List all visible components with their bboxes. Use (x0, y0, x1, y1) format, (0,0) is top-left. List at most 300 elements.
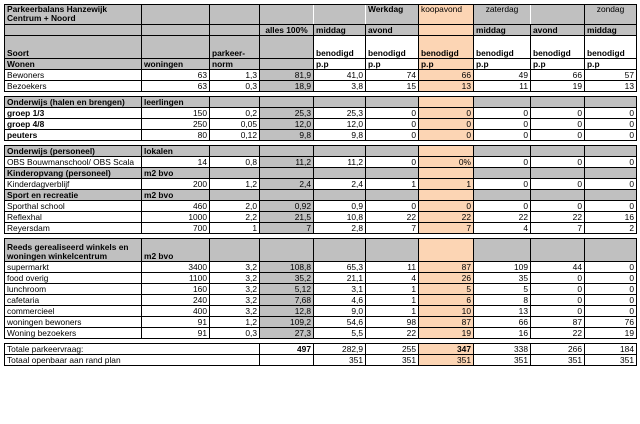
cell[interactable]: Wonen (5, 59, 142, 70)
cell[interactable]: cafetaria (5, 295, 142, 306)
cell[interactable]: 19 (419, 328, 474, 339)
cell[interactable]: 16 (585, 212, 637, 223)
cell[interactable]: 8 (474, 295, 531, 306)
cell[interactable]: 91 (142, 328, 210, 339)
cell[interactable]: 1 (366, 295, 419, 306)
cell[interactable] (210, 344, 260, 355)
cell[interactable]: 0 (585, 108, 637, 119)
cell[interactable]: benodigd (366, 36, 419, 59)
cell[interactable]: 22 (474, 212, 531, 223)
cell[interactable]: middag (474, 25, 531, 36)
cell[interactable]: Totaal openbaar aan rand plan (5, 355, 142, 366)
cell[interactable] (260, 36, 314, 59)
cell[interactable]: 25,3 (314, 108, 366, 119)
cell[interactable]: 19 (531, 81, 585, 92)
cell[interactable]: lokalen (142, 146, 210, 157)
cell[interactable]: p.p (474, 59, 531, 70)
cell[interactable] (419, 25, 474, 36)
cell[interactable]: 0 (531, 130, 585, 141)
cell[interactable]: 7 (366, 223, 419, 234)
cell[interactable] (531, 190, 585, 201)
cell[interactable]: benodigd (585, 36, 637, 59)
cell[interactable] (210, 355, 260, 366)
cell[interactable] (474, 168, 531, 179)
cell[interactable]: 160 (142, 284, 210, 295)
cell[interactable]: woningen bewoners (5, 317, 142, 328)
cell[interactable]: 0 (531, 295, 585, 306)
cell[interactable]: 0 (366, 157, 419, 168)
cell[interactable]: 3,2 (210, 273, 260, 284)
cell[interactable] (585, 146, 637, 157)
table-row (5, 328, 637, 339)
section-onderwijs-halen (5, 97, 637, 108)
cell[interactable]: OBS Bouwmanschool/ OBS Scala (5, 157, 142, 168)
cell[interactable]: 0,3 (210, 81, 260, 92)
cell[interactable]: 0 (585, 273, 637, 284)
cell[interactable]: p.p (366, 59, 419, 70)
cell[interactable] (531, 97, 585, 108)
cell[interactable]: 3,8 (314, 81, 366, 92)
cell[interactable] (260, 146, 314, 157)
cell[interactable]: benodigd (314, 36, 366, 59)
cell[interactable]: 63 (142, 70, 210, 81)
cell[interactable]: 3,2 (210, 284, 260, 295)
cell[interactable] (314, 239, 366, 262)
table-row (5, 81, 637, 92)
cell[interactable]: middag (314, 25, 366, 36)
cell[interactable]: 1 (366, 179, 419, 190)
cell[interactable]: 10,8 (314, 212, 366, 223)
cell[interactable]: 0 (366, 130, 419, 141)
cell[interactable]: Sport en recreatie (5, 190, 142, 201)
cell[interactable] (314, 5, 366, 25)
table-row (5, 70, 637, 81)
cell[interactable]: 282,9 (314, 344, 366, 355)
cell[interactable] (474, 97, 531, 108)
cell[interactable] (419, 146, 474, 157)
cell[interactable]: 400 (142, 306, 210, 317)
cell[interactable]: 351 (366, 355, 419, 366)
cell[interactable]: 87 (419, 317, 474, 328)
cell[interactable]: groep 1/3 (5, 108, 142, 119)
cell[interactable] (531, 239, 585, 262)
cell[interactable]: 460 (142, 201, 210, 212)
cell[interactable]: 1100 (142, 273, 210, 284)
cell[interactable] (366, 239, 419, 262)
cell[interactable]: 1 (419, 179, 474, 190)
cell[interactable]: 35,2 (260, 273, 314, 284)
cell[interactable] (5, 25, 142, 36)
cell[interactable]: 0,9 (314, 201, 366, 212)
cell[interactable] (585, 239, 637, 262)
cell[interactable] (474, 190, 531, 201)
hdr-koopavond[interactable]: koopavond (419, 5, 474, 25)
cell[interactable]: 2 (585, 223, 637, 234)
cell[interactable]: 150 (142, 108, 210, 119)
cell[interactable] (585, 97, 637, 108)
cell[interactable]: 66 (474, 317, 531, 328)
cell[interactable]: 1 (366, 306, 419, 317)
cell[interactable]: 63 (142, 81, 210, 92)
cell[interactable]: 0 (585, 130, 637, 141)
cell[interactable]: 19 (585, 328, 637, 339)
cell[interactable]: 2,0 (210, 201, 260, 212)
cell[interactable]: 0 (474, 108, 531, 119)
cell[interactable] (531, 146, 585, 157)
cell[interactable]: 11 (366, 262, 419, 273)
cell[interactable]: Onderwijs (personeel) (5, 146, 142, 157)
cell[interactable]: 2,4 (260, 179, 314, 190)
cell[interactable] (210, 146, 260, 157)
cell[interactable]: Bezoekers (5, 81, 142, 92)
cell[interactable]: 240 (142, 295, 210, 306)
cell[interactable]: 1 (366, 284, 419, 295)
header-row-4 (5, 59, 637, 70)
cell[interactable] (366, 146, 419, 157)
table-row (5, 306, 637, 317)
cell[interactable]: p.p (419, 59, 474, 70)
cell[interactable] (210, 97, 260, 108)
cell[interactable]: 0 (585, 119, 637, 130)
table-row (5, 201, 637, 212)
cell[interactable]: middag (585, 25, 637, 36)
cell[interactable]: supermarkt (5, 262, 142, 273)
table-row (5, 262, 637, 273)
table-row (5, 179, 637, 190)
cell[interactable]: 0 (474, 130, 531, 141)
cell[interactable]: 0,3 (210, 328, 260, 339)
cell[interactable]: 0 (585, 306, 637, 317)
cell[interactable]: 351 (314, 355, 366, 366)
cell[interactable]: 2,8 (314, 223, 366, 234)
cell[interactable] (260, 5, 314, 25)
cell[interactable]: 12,8 (260, 306, 314, 317)
cell[interactable]: commercieel (5, 306, 142, 317)
cell[interactable]: 12,0 (260, 119, 314, 130)
cell[interactable]: 1 (210, 223, 260, 234)
cell[interactable]: 0,05 (210, 119, 260, 130)
cell[interactable] (260, 59, 314, 70)
cell[interactable]: 109 (474, 262, 531, 273)
cell[interactable]: woningen (142, 59, 210, 70)
cell[interactable] (366, 97, 419, 108)
cell[interactable]: 5,12 (260, 284, 314, 295)
cell[interactable]: 11,2 (314, 157, 366, 168)
cell[interactable]: 2,2 (210, 212, 260, 223)
cell[interactable]: 35 (474, 273, 531, 284)
cell[interactable]: 5 (419, 284, 474, 295)
cell[interactable]: 0 (474, 179, 531, 190)
cell[interactable]: 0,12 (210, 130, 260, 141)
title-cell[interactable]: Parkeerbalans Hanzewijk Centrum + Noord (5, 5, 142, 25)
cell[interactable]: 266 (531, 344, 585, 355)
cell[interactable]: 4,6 (314, 295, 366, 306)
cell[interactable]: benodigd (474, 36, 531, 59)
cell[interactable]: Onderwijs (halen en brengen) (5, 97, 142, 108)
cell[interactable]: 13 (474, 306, 531, 317)
cell[interactable]: 1,2 (210, 179, 260, 190)
cell[interactable] (142, 5, 210, 25)
cell[interactable]: 12,0 (314, 119, 366, 130)
cell[interactable]: 16 (474, 328, 531, 339)
table-row (5, 130, 637, 141)
cell[interactable]: 74 (366, 70, 419, 81)
cell[interactable] (260, 190, 314, 201)
cell[interactable]: 0 (474, 201, 531, 212)
cell[interactable]: 57 (585, 70, 637, 81)
cell[interactable] (210, 239, 260, 262)
cell[interactable]: 700 (142, 223, 210, 234)
cell[interactable]: 0 (531, 179, 585, 190)
cell[interactable]: 0 (474, 119, 531, 130)
cell[interactable]: 7 (260, 223, 314, 234)
cell[interactable]: 66 (531, 70, 585, 81)
cell[interactable]: 0 (531, 201, 585, 212)
cell[interactable]: 9,8 (314, 130, 366, 141)
cell[interactable]: 351 (531, 355, 585, 366)
cell[interactable]: 22 (366, 212, 419, 223)
cell[interactable]: benodigd (531, 36, 585, 59)
cell[interactable]: 338 (474, 344, 531, 355)
cell[interactable]: 0% (419, 157, 474, 168)
cell[interactable]: 14 (142, 157, 210, 168)
cell[interactable]: 21,5 (260, 212, 314, 223)
cell[interactable]: 0 (585, 295, 637, 306)
cell[interactable]: 184 (585, 344, 637, 355)
cell[interactable]: 49 (474, 70, 531, 81)
cell[interactable]: 3400 (142, 262, 210, 273)
cell[interactable]: p.p (531, 59, 585, 70)
cell[interactable]: 250 (142, 119, 210, 130)
cell[interactable]: 22 (531, 328, 585, 339)
cell[interactable]: 41,0 (314, 70, 366, 81)
cell[interactable]: 18,9 (260, 81, 314, 92)
cell[interactable]: Sporthal school (5, 201, 142, 212)
cell[interactable] (142, 25, 210, 36)
hdr-alles[interactable]: alles 100% (260, 25, 314, 36)
cell[interactable]: 2,4 (314, 179, 366, 190)
hdr-zaterdag[interactable]: zaterdag (474, 5, 531, 25)
cell[interactable] (210, 190, 260, 201)
cell[interactable]: 1,2 (210, 317, 260, 328)
cell[interactable]: 351 (585, 355, 637, 366)
cell[interactable]: 91 (142, 317, 210, 328)
cell[interactable]: leerlingen (142, 97, 210, 108)
cell[interactable]: 9,0 (314, 306, 366, 317)
cell[interactable]: peuters (5, 130, 142, 141)
cell[interactable]: 0 (366, 201, 419, 212)
table-row (5, 108, 637, 119)
cell[interactable]: 3,1 (314, 284, 366, 295)
cell[interactable]: 0 (531, 284, 585, 295)
cell[interactable]: 11 (474, 81, 531, 92)
cell[interactable]: norm (210, 59, 260, 70)
cell[interactable] (314, 190, 366, 201)
cell[interactable]: 0 (531, 119, 585, 130)
cell[interactable]: 44 (531, 262, 585, 273)
cell[interactable]: Kinderopvang (personeel) (5, 168, 142, 179)
cell[interactable]: avond (366, 25, 419, 36)
cell[interactable] (419, 97, 474, 108)
cell[interactable]: 351 (419, 355, 474, 366)
table-row (5, 284, 637, 295)
cell[interactable]: 0 (585, 157, 637, 168)
cell[interactable]: Reyersdam (5, 223, 142, 234)
cell[interactable]: 3,2 (210, 306, 260, 317)
cell[interactable]: 0 (531, 306, 585, 317)
cell[interactable]: Reeds gerealiseerd winkels en woningen winkelcentrum (5, 239, 142, 262)
cell[interactable]: Woning bezoekers (5, 328, 142, 339)
cell[interactable]: Kinderdagverblijf (5, 179, 142, 190)
hdr-zondag[interactable]: zondag (585, 5, 637, 25)
cell[interactable] (142, 36, 210, 59)
cell[interactable] (210, 5, 260, 25)
cell[interactable]: 98 (366, 317, 419, 328)
cell[interactable]: m2 bvo (142, 239, 210, 262)
cell[interactable] (260, 97, 314, 108)
cell[interactable] (474, 146, 531, 157)
cell[interactable] (260, 355, 314, 366)
cell[interactable]: 1000 (142, 212, 210, 223)
cell[interactable]: food overig (5, 273, 142, 284)
cell[interactable]: 4 (474, 223, 531, 234)
cell[interactable]: 9,8 (260, 130, 314, 141)
cell[interactable]: 22 (366, 328, 419, 339)
cell[interactable]: 6 (419, 295, 474, 306)
cell[interactable]: p.p (314, 59, 366, 70)
cell[interactable]: 0 (585, 201, 637, 212)
cell[interactable] (531, 168, 585, 179)
cell[interactable]: 21,1 (314, 273, 366, 284)
cell[interactable]: 5 (474, 284, 531, 295)
cell[interactable]: m2 bvo (142, 168, 210, 179)
cell[interactable]: 7 (531, 223, 585, 234)
cell[interactable]: 11,2 (260, 157, 314, 168)
totals-row (5, 344, 637, 355)
section-winkels (5, 239, 637, 262)
cell[interactable] (585, 168, 637, 179)
hdr-werkdag[interactable]: Werkdag (366, 5, 419, 25)
cell[interactable]: 0,2 (210, 108, 260, 119)
cell[interactable] (210, 25, 260, 36)
cell[interactable]: 87 (531, 317, 585, 328)
cell[interactable] (585, 190, 637, 201)
cell[interactable]: 81,9 (260, 70, 314, 81)
cell[interactable]: 66 (419, 70, 474, 81)
cell[interactable]: 0 (419, 119, 474, 130)
cell[interactable]: benodigd (419, 36, 474, 59)
cell[interactable]: 0 (419, 201, 474, 212)
cell[interactable]: 0 (366, 108, 419, 119)
cell[interactable]: 351 (474, 355, 531, 366)
cell[interactable]: 87 (419, 262, 474, 273)
cell[interactable]: 7,68 (260, 295, 314, 306)
cell[interactable] (314, 168, 366, 179)
cell[interactable] (142, 344, 210, 355)
cell[interactable]: lunchroom (5, 284, 142, 295)
cell[interactable]: 0 (419, 108, 474, 119)
cell[interactable]: 13 (585, 81, 637, 92)
cell[interactable]: 0,8 (210, 157, 260, 168)
cell[interactable] (260, 239, 314, 262)
cell[interactable]: 22 (531, 212, 585, 223)
cell[interactable]: 0,92 (260, 201, 314, 212)
cell[interactable]: Totale parkeervraag: (5, 344, 142, 355)
cell[interactable]: 4 (366, 273, 419, 284)
cell[interactable]: 497 (260, 344, 314, 355)
cell[interactable]: 0 (585, 284, 637, 295)
cell[interactable]: 1,3 (210, 70, 260, 81)
section-kinderopvang (5, 168, 637, 179)
cell[interactable] (314, 146, 366, 157)
cell[interactable]: 5,5 (314, 328, 366, 339)
cell[interactable]: 347 (419, 344, 474, 355)
cell[interactable]: 200 (142, 179, 210, 190)
cell[interactable]: 0 (531, 108, 585, 119)
cell[interactable]: 3,2 (210, 295, 260, 306)
cell[interactable]: 10 (419, 306, 474, 317)
cell[interactable]: 255 (366, 344, 419, 355)
cell[interactable] (419, 239, 474, 262)
table-row (5, 119, 637, 130)
cell[interactable]: 13 (419, 81, 474, 92)
table-row (5, 212, 637, 223)
cell[interactable] (260, 168, 314, 179)
cell[interactable] (366, 190, 419, 201)
cell[interactable] (419, 168, 474, 179)
cell[interactable]: 0 (531, 273, 585, 284)
cell[interactable]: 7 (419, 223, 474, 234)
cell[interactable]: Soort (5, 36, 142, 59)
cell[interactable]: 54,6 (314, 317, 366, 328)
cell[interactable]: 22 (419, 212, 474, 223)
cell[interactable] (210, 168, 260, 179)
section-sport (5, 190, 637, 201)
cell[interactable] (419, 190, 474, 201)
cell[interactable] (314, 97, 366, 108)
cell[interactable] (531, 5, 585, 25)
cell[interactable] (474, 239, 531, 262)
cell[interactable]: 15 (366, 81, 419, 92)
cell[interactable]: 0 (585, 262, 637, 273)
table-row (5, 295, 637, 306)
cell[interactable]: parkeer- (210, 36, 260, 59)
cell[interactable]: 0 (366, 119, 419, 130)
cell[interactable] (142, 355, 210, 366)
cell[interactable]: 3,2 (210, 262, 260, 273)
cell[interactable]: 0 (474, 157, 531, 168)
cell[interactable]: 109,2 (260, 317, 314, 328)
cell[interactable]: avond (531, 25, 585, 36)
cell[interactable]: 0 (531, 157, 585, 168)
cell[interactable]: 0 (585, 179, 637, 190)
cell[interactable]: 80 (142, 130, 210, 141)
cell[interactable]: p.p (585, 59, 637, 70)
cell[interactable]: 26 (419, 273, 474, 284)
cell[interactable]: 76 (585, 317, 637, 328)
cell[interactable]: 25,3 (260, 108, 314, 119)
cell[interactable]: m2 bvo (142, 190, 210, 201)
cell[interactable]: 65,3 (314, 262, 366, 273)
cell[interactable]: 108,8 (260, 262, 314, 273)
header-row-3 (5, 36, 637, 59)
cell[interactable]: 27,3 (260, 328, 314, 339)
cell[interactable]: Reflexhal (5, 212, 142, 223)
cell[interactable]: groep 4/8 (5, 119, 142, 130)
cell[interactable]: 0 (419, 130, 474, 141)
cell[interactable] (366, 168, 419, 179)
cell[interactable]: Bewoners (5, 70, 142, 81)
